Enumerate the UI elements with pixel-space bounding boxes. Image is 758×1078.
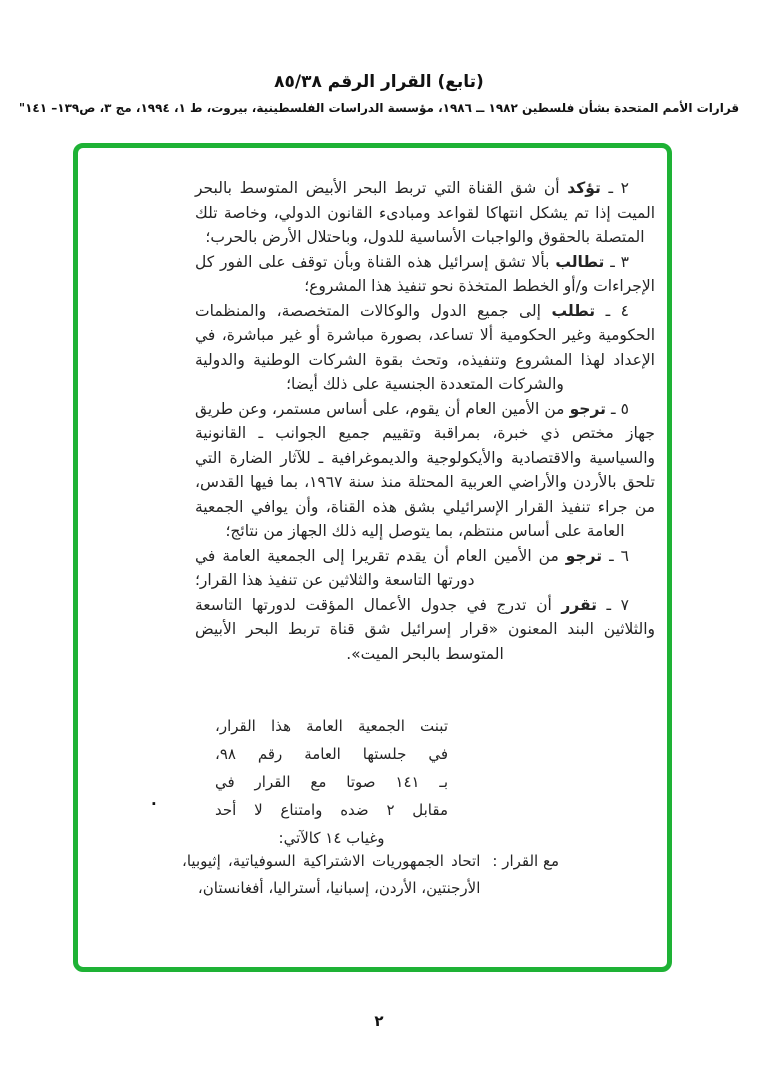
- paragraph-text: أن تدرج في جدول الأعمال المؤقت لدورتها التاسعة والثلاثين البند المعنون «قرار إسرائيل شق قناة تربط البحر الأبيض المتوسط بالبحر الميت».: [195, 595, 655, 663]
- resolution-paragraph-3: [195, 250, 655, 299]
- paragraph-text: من الأمين العام أن يقوم، على أساس مستمر، وعن طريق جهاز مختص ذي خبرة، بمراقبة وتقييم جميع الجوانب ـ القانونية والسياسية والاقتصادية والأيكولوجية والديموغرافية ـ للآثار الضارة التي تلحق بالأردن والأراضي العربية المحتلة منذ سنة ١٩٦٧، بما فيها القدس، من جراء تنفيذ القرار الإسرائيلي بشق هذه القناة، وأن يوافي الجمعية العامة على أساس منتظم، بما يتوصل إليه ذلك الجهاز من نتائج؛: [195, 399, 655, 540]
- paragraph-text: بألا تشق إسرائيل هذه القناة وبأن توقف على الفور كل الإجراءات و/أو الخطط المتخذة نحو تنفيذ هذا المشروع؛: [195, 252, 655, 295]
- paragraph-lead-word: ترجو: [569, 399, 606, 418]
- paragraph-text: من الأمين العام أن يقدم تقريرا إلى الجمعية العامة في دورتها التاسعة والثلاثين عن تنفيذ هذا القرار؛: [195, 546, 566, 589]
- source-citation: قرارات الأمم المتحدة بشأن فلسطين ١٩٨٢ ــ ١٩٨٦، مؤسسة الدراسات الفلسطينية، بيروت، ط ١، ١٩٩٤، مج ٣، ص١٣٩– ١٤١": [18, 101, 740, 115]
- adoption-line: في جلستها العامة رقم ٩٨،: [215, 745, 448, 763]
- vote-record: [182, 848, 559, 902]
- resolution-paragraph-6: [195, 544, 655, 593]
- resolution-body: [195, 176, 655, 666]
- adoption-line: مقابل ٢ ضده وامتناع لا أحد: [215, 801, 448, 819]
- paragraph-number: ٢ ـ: [600, 179, 629, 197]
- vote-label: مع القرار :: [492, 852, 559, 870]
- paragraph-lead-word: تقرر: [561, 595, 597, 614]
- paragraph-lead-word: تطالب: [555, 252, 605, 271]
- adoption-line: تبنت الجمعية العامة هذا القرار،: [215, 717, 448, 735]
- paragraph-number: ٦ ـ: [602, 546, 629, 565]
- paragraph-number: ٣ ـ: [604, 252, 629, 271]
- resolution-paragraph-5: [195, 397, 655, 544]
- paragraph-number: ٤ ـ: [595, 301, 629, 320]
- paragraph-text: أن شق القناة التي تربط البحر الأبيض المتوسط بالبحر الميت إذا تم يشكل انتهاكا لقواعد ومبادىء القانون الدولي، وخاصة تلك المتصلة بالحقوق والواجبات الأساسية للدول، وباحتلال الأرض بالحرب؛: [195, 179, 655, 246]
- paragraph-lead-word: تطلب: [551, 301, 596, 320]
- resolution-paragraph-2: [195, 176, 655, 250]
- adoption-line: وغياب ١٤ كالآتي:: [278, 829, 385, 847]
- paragraph-number: ٥ ـ: [605, 399, 629, 418]
- paragraph-number: ٧ ـ: [596, 595, 629, 614]
- paragraph-lead-word: تؤكد: [567, 179, 601, 197]
- paragraph-lead-word: ترجو: [565, 546, 603, 565]
- vote-in-favour-list: اتحاد الجمهوريات الاشتراكية السوفياتية، إثيوبيا، الأرجنتين، الأردن، إسبانيا، أستراليا، أفغانستان،: [182, 852, 481, 897]
- footnote-mark: ·: [151, 795, 157, 813]
- paragraph-text: إلى جميع الدول والوكالات المتخصصة، والمنظمات الحكومية وغير الحكومية ألا تساعد، بصورة مباشرة أو غير مباشرة، في الإعداد لهذا المشروع وتنفيذه، وتحث بقوة الشركات الوطنية والدولية والشركات المتعددة الجنسية على ذلك أيضا؛: [195, 301, 655, 393]
- adoption-line: بـ ١٤١ صوتا مع القرار في: [215, 773, 448, 791]
- resolution-title: (تابع) القرار الرقم ٨٥/٣٨: [274, 72, 484, 92]
- page-number: ٢: [374, 1012, 384, 1030]
- resolution-paragraph-4: [195, 299, 655, 397]
- resolution-paragraph-7: [195, 593, 655, 667]
- adoption-note: [215, 712, 448, 852]
